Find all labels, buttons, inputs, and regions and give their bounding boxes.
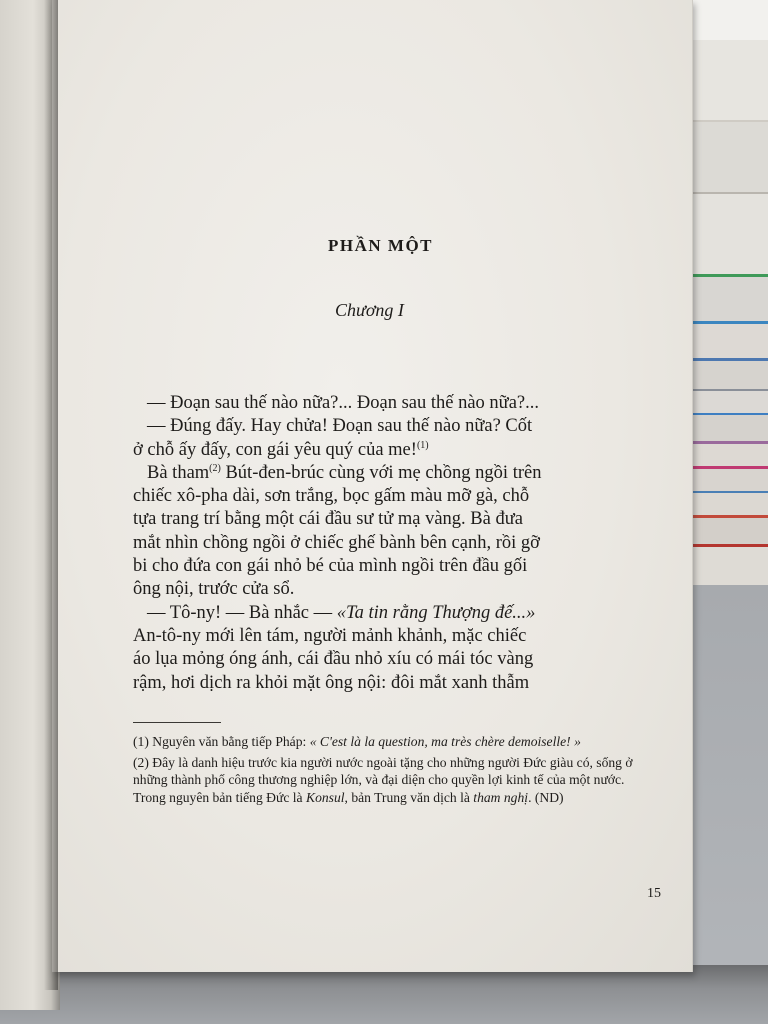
footnote-2: (2) Đây là danh hiệu trước kia người nước ngoài tặng cho những người Đức giàu có, sống ở những thành phố công thương nghiệp lớn, và đại diện cho quyền lợi kinh tế của một nước. Trong nguyên bản tiếng Đức là Konsul, bản Trung văn dịch là tham nghị. (ND) xyxy=(133,754,633,805)
part-title: PHẦN MỘT xyxy=(328,236,434,255)
footnote-divider xyxy=(133,722,221,723)
page-number: 15 xyxy=(647,886,661,901)
body-line: ở chỗ ấy đấy, con gái yêu quý của me!$^{(1)}$ xyxy=(133,439,429,460)
desk-surface xyxy=(680,585,768,1024)
background-book-stack xyxy=(690,0,768,585)
body-line: — Đoạn sau thế nào nữa?... Đoạn sau thế nào nữa?... xyxy=(147,393,539,413)
body-line: tựa trang trí bằng một cái đầu sư tử mạ vàng. Bà đưa xyxy=(133,509,523,530)
body-line: — Tô-ny! — Bà nhắc — «Ta tin rằng Thượng đế...» xyxy=(147,602,536,623)
body-line: Bà tham$^{(2)}$ Bút-đen-brúc cùng với mẹ chồng ngồi trên xyxy=(147,462,542,483)
body-line: — Đúng đấy. Hay chửa! Đoạn sau thế nào nữa? Cốt xyxy=(147,416,533,437)
body-line: mắt nhìn chồng ngồi ở chiếc ghế bành bên cạnh, rồi gỡ xyxy=(133,532,540,553)
footnote-1: (1) Nguyên văn bằng tiếp Pháp: « C'est là la question, ma très chère demoiselle! » xyxy=(133,734,581,749)
body-line: chiếc xô-pha dài, sơn trắng, bọc gấm màu mỡ gà, chỗ xyxy=(133,486,530,507)
body-line: An-tô-ny mới lên tám, người mảnh khảnh, mặc chiếc xyxy=(133,625,527,646)
footnote-ref: (1) xyxy=(416,439,429,451)
footnote-ref: (2) xyxy=(209,462,221,474)
footnotes xyxy=(133,733,633,809)
body-line: áo lụa mỏng óng ánh, cái đầu nhỏ xíu có mái tóc vàng xyxy=(133,649,534,670)
book-gutter-shadow xyxy=(44,0,58,990)
chapter-title: Chương I xyxy=(335,300,404,320)
body-line: ông nội, trước cửa sổ. xyxy=(133,579,295,600)
body-line: rậm, hơi dịch ra khỏi mặt ông nội: đôi mắt xanh thẫm xyxy=(133,672,530,693)
book-bottom-shadow xyxy=(0,965,768,1024)
book-page xyxy=(52,0,693,972)
body-text xyxy=(133,392,643,695)
body-line: bi cho đứa con gái nhỏ bé của mình ngồi trên đầu gối xyxy=(133,556,528,577)
